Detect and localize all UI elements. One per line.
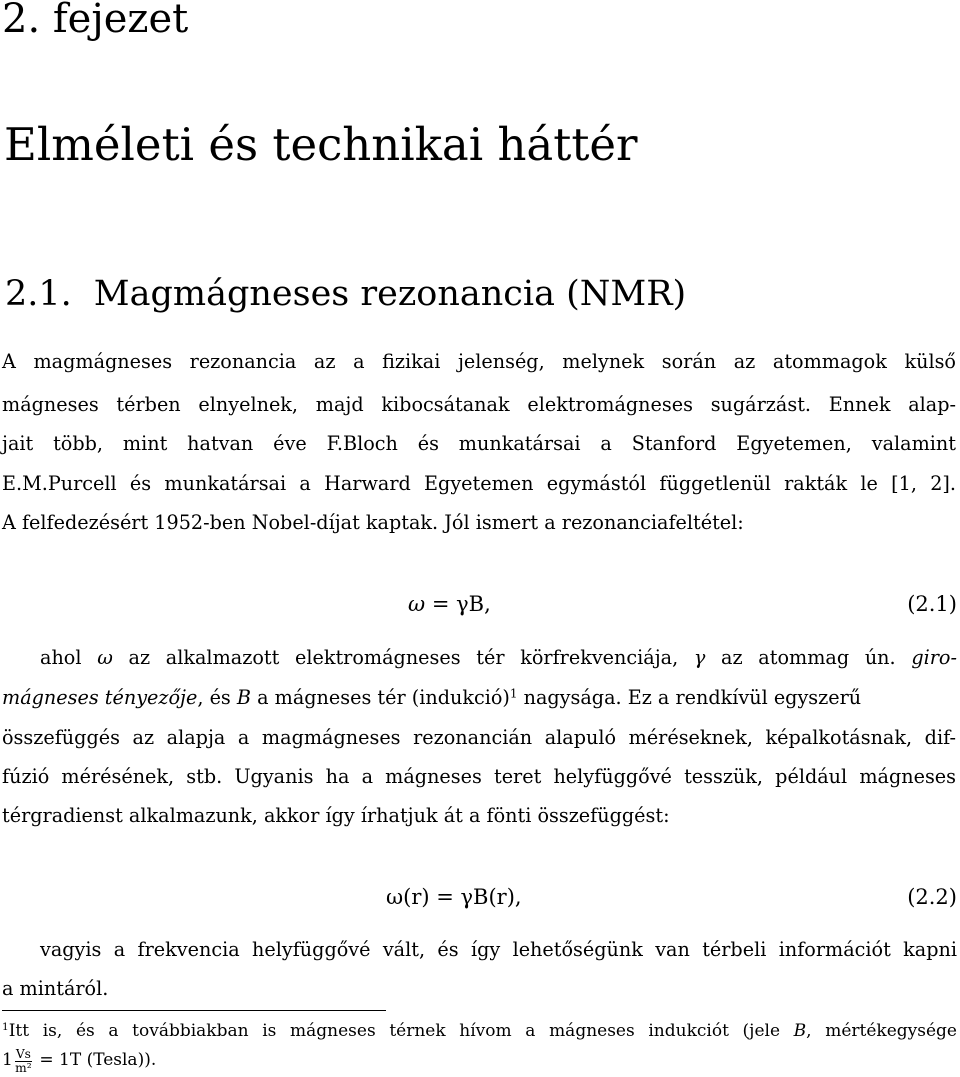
footnote-line-2: 1 $\frac{Vs}{\text{m²}}$ = 1T (Tesla)).: [2, 1047, 157, 1075]
equation-number: (2.2): [907, 885, 957, 909]
section-number: 2.1.: [5, 274, 72, 314]
footnote-line-1: $^1$Itt is, és a továbbiakban is mágneses térnek hívom a mágneses indukciót (jele B, mértékegysége: [2, 1021, 957, 1041]
para1-line: A magmágneses rezonancia az a fizikai jelenség, melynek során az atommagok külső: [2, 350, 956, 373]
section-title: [5, 274, 686, 314]
equation-number: (2.1): [907, 592, 957, 616]
para2-line-2: mágneses tényezője, és B a mágneses tér (indukció)$^1$ nagysága. Ez a rendkívül egyszerű: [2, 686, 862, 709]
chapter-number: 2. fejezet: [2, 0, 189, 42]
chapter-title: Elméleti és technikai háttér: [4, 118, 638, 171]
para3-line-1: vagyis a frekvencia helyfüggővé vált, és így lehetőségünk van térbeli információt kapni: [40, 938, 957, 961]
para2-line-3: összefüggés az alapja a magmágneses rezonancián alapuló méréseknek, képalkotásnak, dif-: [2, 726, 956, 749]
para2-line-5: térgradienst alkalmazunk, akkor így írhatjuk át a fönti összefüggést:: [2, 804, 670, 827]
para2-line-1: ahol ω az alkalmazott elektromágneses tér körfrekvenciája, γ az atommag ún. giro-: [40, 646, 957, 669]
eq1-lhs: ω: [408, 592, 426, 616]
equation-2-2: ω(r) = γB(r),: [386, 885, 522, 909]
equation-2-1: [408, 592, 491, 616]
footnote-rule: [2, 1010, 386, 1011]
section-name: Magmágneses rezonancia (NMR): [93, 274, 687, 314]
unit-fraction: $\frac{Vs}{\text{m²}}$: [15, 1047, 32, 1075]
para1-line: E.M.Purcell és munkatársai a Harward Egyetemen egymástól függetlenül rakták le [1, 2].: [2, 472, 956, 495]
eq1-rhs: = γB,: [431, 592, 491, 616]
para3-line-2: a mintáról.: [2, 977, 109, 1000]
footnote-mark: 1: [2, 1021, 9, 1034]
para1-line: mágneses térben elnyelnek, majd kibocsátanak elektromágneses sugárzást. Ennek alap-: [2, 393, 956, 416]
para1-line: jait több, mint hatvan éve F.Bloch és munkatársai a Stanford Egyetemen, valamint: [2, 432, 956, 455]
footnote-ref: 1: [509, 686, 518, 701]
para1-line: A felfedezésért 1952-ben Nobel-díjat kaptak. Jól ismert a rezonanciafeltétel:: [2, 511, 744, 534]
para2-line-4: fúzió mérésének, stb. Ugyanis ha a mágneses teret helyfüggővé tesszük, például mágneses: [2, 765, 956, 788]
